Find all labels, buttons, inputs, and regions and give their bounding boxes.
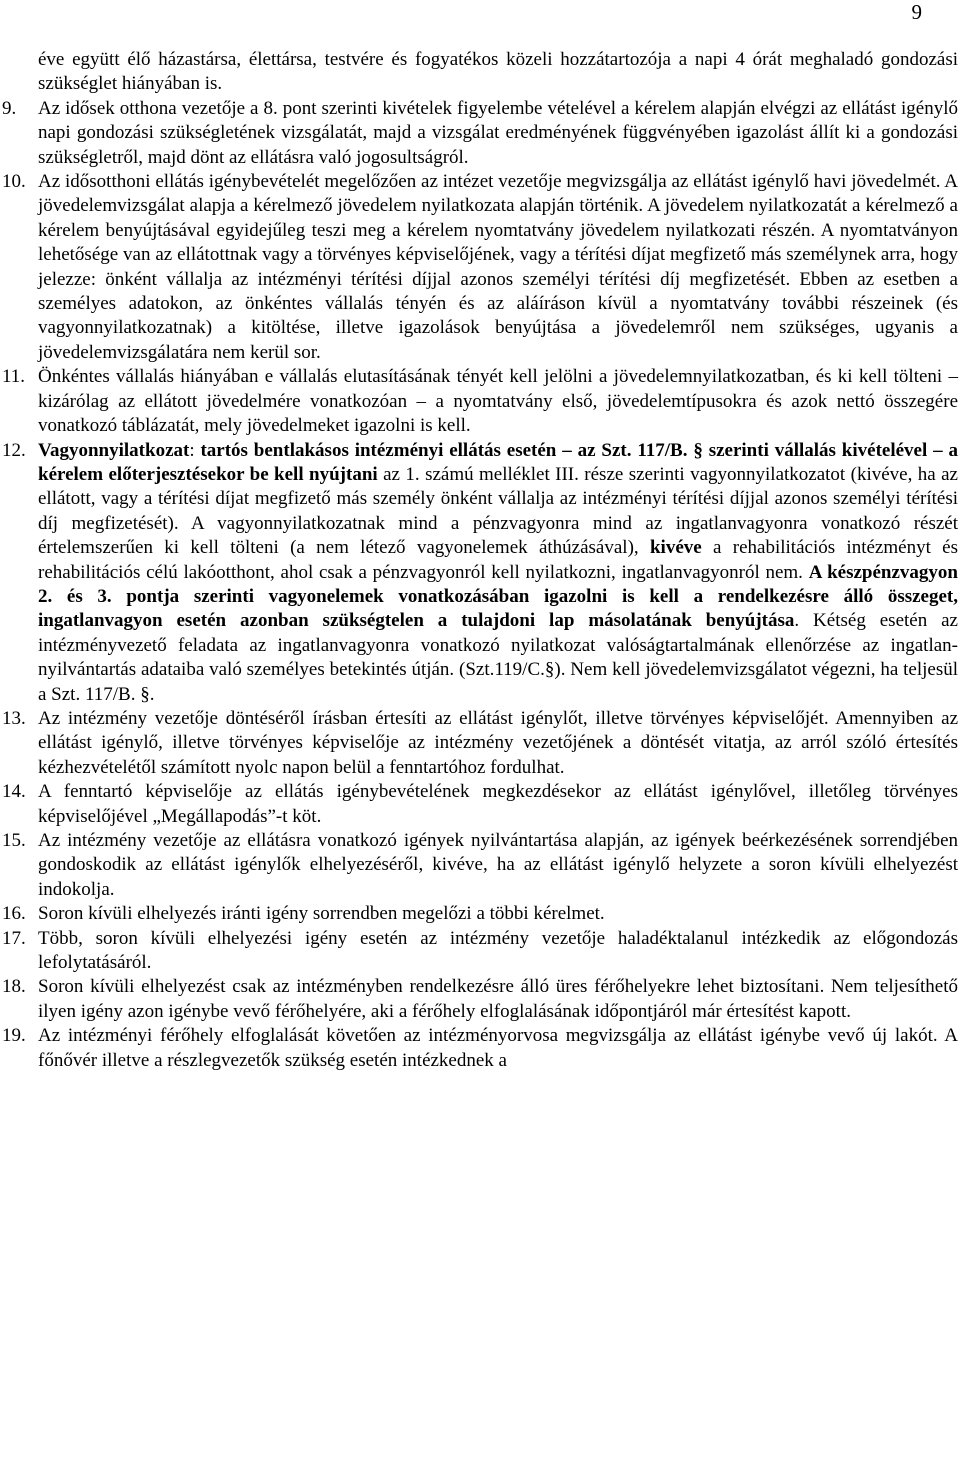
list-item-text [38,97,958,170]
text-run: Több, soron kívüli elhelyezési igény esetén az intézmény vezetője haladéktalanul intézkedik az előgondozás lefolytatásáról. [38,927,958,974]
list-item-text [38,1024,958,1073]
list-item-text [38,927,958,976]
text-run: Az idősek otthona vezetője a 8. pont szerinti kivételek figyelembe vételével a kérelem alapján elvégzi az ellátást igénylő napi gondozási szükségletének vizsgálatát, majd a vizsgálat eredményének függvényében igazolást állít ki a gondozási szükségletről, majd dönt az ellátásra való jogosultságról. [38,97,958,168]
list-item-text [38,829,958,902]
text-run: : [189,439,201,461]
text-run: Az intézmény vezetője az ellátásra vonatkozó igények nyilvántartása alapján, az igények beérkezésének sorrendjében gondoskodik az ellátást igénylők elhelyezéséről, kivéve, ha az ellátást igénylő helyzete a soron kívüli elhelyezést indokolja. [38,830,958,900]
list-item-text [38,365,958,438]
text-run: . Kétség esetén az intézményvezető feladata az ingatlanvagyonra vonatkozó nyilatkozat valóságtartalmának ellenőrzése az ingatlan-nyilvántartás adataiba való személyes betekintés útján. (Szt.119/C.§). Nem kell jövedelemvizsgálatot végezni, ha teljesül a Szt. 117/B. §. [38,610,958,705]
numbered-list [0,97,958,1073]
list-item-number: 12. [2,439,26,461]
list-item-number: 19. [2,1025,26,1047]
list-item-text [38,975,958,1024]
text-run: Az idősotthoni ellátás igénybevételét megelőzően az intézet vezetője megvizsgálja az ellátást igénylő havi jövedelmét. A jövedelemvizsgálat alapja a kérelmező jövedelem nyilatkozata alapján történik. A jövedelem nyilatkozatát a kérelmező a kérelem benyújtásával egyidejűleg teszi meg a kérelem nyomtatvány jövedelem nyilatkozati részén. A nyomtatványon lehetősége van az ellátottnak vagy a törvényes képviselőjének, vagy a térítési díjat megfizető más személynek arra, hogy jelezze: önként vállalja az intézményi térítési díjjal azonos személyi térítési díj megfizetését. Ebben az esetben a személyes adatokon, az önkéntes vállalás tényén és az aláíráson kívül a nyomtatvány további részeinek (és vagyonnyilatkozatnak) a kitöltése, illetve igazolások benyújtása a jövedelemről nem szükséges, ugyanis a jövedelemvizsgálatára nem kerül sor. [38,171,958,363]
list-item [0,365,958,438]
bold-text: kivéve [649,537,702,559]
list-item-number: 15. [2,830,26,851]
list-item [0,97,958,170]
list-item-text [38,780,958,829]
text-run: Soron kívüli elhelyezést csak az intézményben rendelkezésre álló üres férőhelyekre lehet biztosítani. Nem teljesíthető ilyen igény azon igénybe vevő férőhelyére, aki a férőhely elfoglalásának időpontjáról már értesítést kapott. [38,976,958,1022]
list-item-number: 17. [2,927,26,949]
list-item-number: 10. [2,171,26,193]
text-run: az 1. számú melléklet III. része szerinti vagyonnyilatkozatot (kivéve, ha az ellátott, vagy a térítési díjat megfizető más személy önként vállalja az intézményi térítési díjjal azonos személyi térítési díj megfizetését). A vagyonnyilatkozatnak mind a pénzvagyonra mind az ingatlanvagyonra vonatkozó részét értelemszerűen ki kell tölteni (a nem létező vagyonelemek áthúzásával), [38,463,958,559]
list-item-text [38,707,958,780]
list-item [0,707,958,780]
list-item [0,975,958,1024]
list-item [0,780,958,829]
list-item-number: 18. [2,976,26,998]
text-run: Soron kívüli elhelyezés iránti igény sorrendben megelőzi a többi kérelmet. [38,903,605,925]
list-item-number: 11. [2,366,26,388]
list-item [0,170,958,365]
list-item-number: 13. [2,707,26,729]
list-item [0,927,958,976]
document-body [0,48,958,1073]
text-run: Az intézményi férőhely elfoglalását követően az intézményorvosa megvizsgálja az ellátást igénybe vevő új lakót. A főnővér illetve a részlegvezetők szükség esetén intézkednek a [38,1025,958,1071]
list-item-number: 9. [2,97,17,119]
text-run: a rehabilitációs intézményt és rehabilitációs célú lakóotthont, ahol csak a pénzvagyonról kell nyilatkozni, ingatlanvagyonról nem. [38,537,958,583]
bold-text: A készpénzvagyon 2. és 3. pontja szerinti vagyonelemek vonatkozásában igazolni is kell a rendelkezésre álló összeget, ingatlanvagyon esetén azonban szükségtelen a tulajdoni lap másolatának benyújtása [38,561,958,632]
text-run: Az intézmény vezetője döntéséről írásban értesíti az ellátást igénylőt, illetve törvényes képviselőjét. Amennyiben az ellátást igénylő, illetve törvényes képviselője az intézmény vezetőjének a döntését vitatja, az arról szóló értesítés kézhezvételétől számított nyolc napon belül a fenntartóhoz fordulhat. [38,707,958,778]
list-item-text [38,170,958,365]
text-run: Önkéntes vállalás hiányában e vállalás elutasításának tényét kell jelölni a jövedelemnyilatkozatban, és ki kell tölteni – kizárólag az ellátott jövedelmére vonatkozóan – a nyomtatvány első, jövedelemtípusokra és azok nettó összegére vonatkozó táblázatát, mely jövedelmeket igazolni is kell. [38,366,958,437]
list-item [0,439,958,707]
list-item [0,829,958,902]
bold-text: Vagyonnyilatkozat [38,439,190,461]
text-run: A fenntartó képviselője az ellátás igénybevételének megkezdésekor az ellátást igénylővel, illetőleg törvényes képviselőjével „Megállapodás”-t köt. [38,781,958,827]
list-item [0,902,958,926]
list-item [0,1024,958,1073]
list-item-number: 14. [2,781,26,803]
page-number: 9 [911,0,922,24]
intro-paragraph: éve együtt élő házastársa, élettársa, testvére és fogyatékos közeli hozzátartozója a napi 4 órát meghaladó gondozási szükséglet hiányában is. [38,49,958,95]
bold-text: tartós bentlakásos intézményi ellátás esetén – az Szt. 117/B. § szerinti vállalás kivételével – a kérelem előterjesztésekor be kell nyújtani [38,439,958,485]
list-item-text [38,439,958,707]
list-item-text [38,902,958,926]
list-item-number: 16. [2,903,26,925]
